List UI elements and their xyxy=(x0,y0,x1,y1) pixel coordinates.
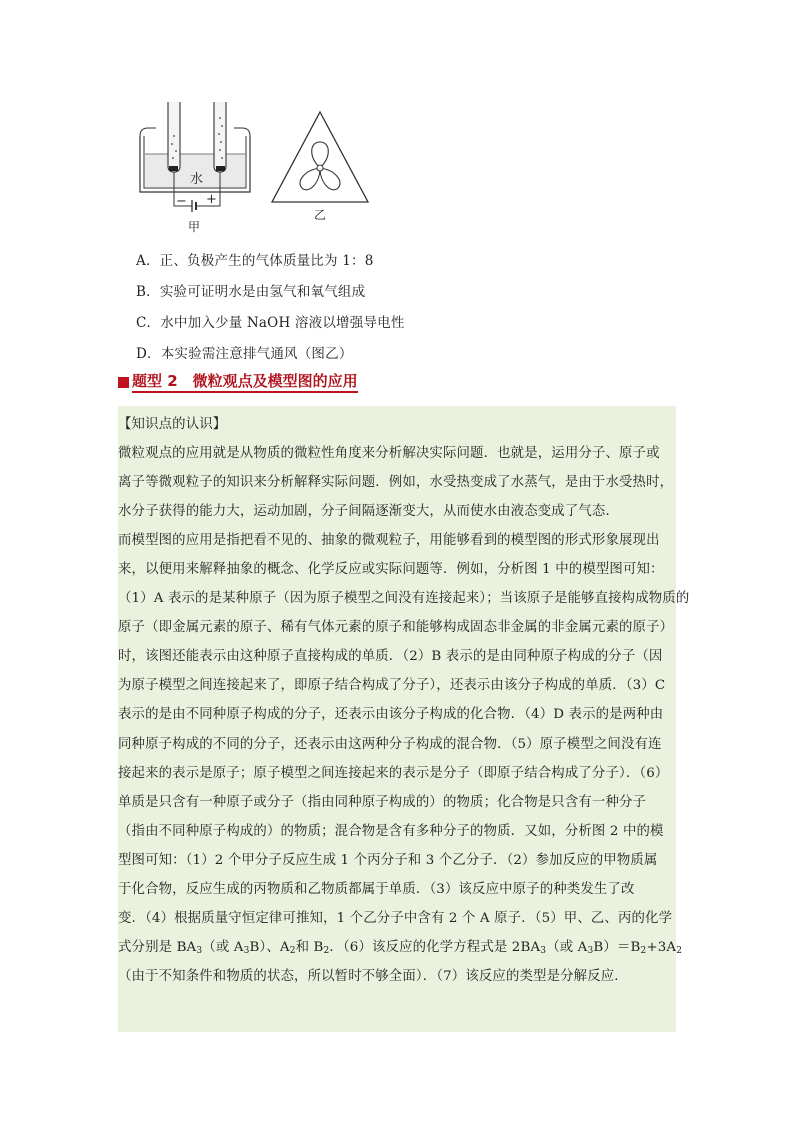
subscript: 2 xyxy=(323,945,330,956)
negative-sign: − xyxy=(176,194,187,209)
ventilation-fan-sign-diagram xyxy=(136,96,376,236)
formula-text: +3A xyxy=(646,939,677,955)
knowledge-line: 时，该图还能表示由这种原子直接构成的单质．（2）B 表示的是由同种原子构成的分子（因 xyxy=(118,649,663,665)
knowledge-line: （由于不知条件和物质的状态，所以暂时不够全面）．（7）该反应的类型是分解反应． xyxy=(118,968,628,984)
knowledge-line: 来，以便用来解释抽象的概念、化学反应或实际问题等．例如，分析图 1 中的模型图可知： xyxy=(118,562,664,578)
formula-text: 和 B xyxy=(295,939,324,955)
figure-label-yi: 乙 xyxy=(314,208,327,222)
subscript: 2 xyxy=(676,945,683,956)
knowledge-line: 于化合物，反应生成的丙物质和乙物质都属于单质．（3）该反应中原子的种类发生了改 xyxy=(118,881,635,897)
formula-text: （或 A xyxy=(202,939,244,955)
water-label: 水 xyxy=(190,172,204,187)
subscript: 2 xyxy=(289,945,296,956)
knowledge-line: 变．（4）根据质量守恒定律可推知，1 个乙分子中含有 2 个 A 原子．（5）甲、乙、丙的化学 xyxy=(118,910,673,926)
knowledge-line: 表示的是由不同种原子构成的分子，还表示由该分子构成的化合物．（4）D 表示的是两种由 xyxy=(118,707,664,723)
option-c: C．水中加入少量 NaOH 溶液以增强导电性 xyxy=(136,315,405,331)
formula-text: B）、A xyxy=(249,939,290,955)
section-title xyxy=(118,371,358,393)
knowledge-line: 微粒观点的应用就是从物质的微粒性角度来分析解决实际问题．也就是，运用分子、原子或 xyxy=(118,446,660,462)
knowledge-line: 型图可知：（1）2 个甲分子反应生成 1 个丙分子和 3 个乙分子．（2）参加反应的甲物质属 xyxy=(118,852,658,868)
subscript: 3 xyxy=(243,945,250,956)
formula-text: 式分别是 BA xyxy=(118,939,197,955)
knowledge-line: 单质是只含有一种原子或分子（指由同种原子构成的）的物质；化合物是只含有一种分子 xyxy=(118,794,647,810)
answer-options xyxy=(136,246,405,370)
subscript: 2 xyxy=(640,945,647,956)
subscript: 3 xyxy=(196,945,203,956)
subscript: 3 xyxy=(587,945,594,956)
knowledge-line: 为原子模型之间连接起来了，即原子结合构成了分子），还表示由该分子构成的单质．（3）C xyxy=(118,678,666,694)
knowledge-line: 而模型图的应用是指把看不见的、抽象的微观粒子，用能够看到的模型图的形式形象展现出 xyxy=(118,533,660,549)
knowledge-box xyxy=(118,406,690,1032)
knowledge-heading: 【知识点的认识】 xyxy=(118,417,227,432)
knowledge-line: （1）A 表示的是某种原子（因为原子模型之间没有连接起来）；当该原子是能够直接构成物质的 xyxy=(118,591,690,607)
section-title-text: 题型 2 微粒观点及模型图的应用 xyxy=(132,372,358,393)
figure-label-jia: 甲 xyxy=(188,220,201,234)
figures-area xyxy=(136,96,376,236)
knowledge-line: 原子（即金属元素的原子、稀有气体元素的原子和能够构成固态非金属的非金属元素的原子） xyxy=(118,620,674,636)
formula-text: B）＝B xyxy=(593,939,641,955)
option-d: D．本实验需注意排气通风（图乙） xyxy=(136,346,353,362)
red-square-icon xyxy=(118,377,129,388)
knowledge-formula-line xyxy=(118,933,683,962)
positive-sign: + xyxy=(206,192,217,207)
formula-text: （或 A xyxy=(546,939,588,955)
knowledge-line: 同种原子构成的不同的分子，还表示由这两种分子构成的混合物．（5）原子模型之间没有连 xyxy=(118,736,662,752)
subscript: 3 xyxy=(540,945,547,956)
knowledge-line: 离子等微观粒子的知识来分析解释实际问题．例如，水受热变成了水蒸气，是由于水受热时， xyxy=(118,475,674,491)
knowledge-line: 水分子获得的能力大，运动加剧，分子间隔逐渐变大，从而使水由液态变成了气态． xyxy=(118,504,620,520)
formula-text: ．（6）该反应的化学方程式是 2BA xyxy=(329,939,541,955)
knowledge-line: 接起来的表示是原子；原子模型之间连接起来的表示是分子（即原子结合构成了分子）．（6） xyxy=(118,765,669,781)
option-b: B．实验可证明水是由氢气和氧气组成 xyxy=(136,284,366,300)
option-a: A．正、负极产生的气体质量比为 1：8 xyxy=(136,253,374,269)
knowledge-line: （指由不同种原子构成的）的物质；混合物是含有多种分子的物质．又如，分析图 2 中的模 xyxy=(118,823,664,839)
